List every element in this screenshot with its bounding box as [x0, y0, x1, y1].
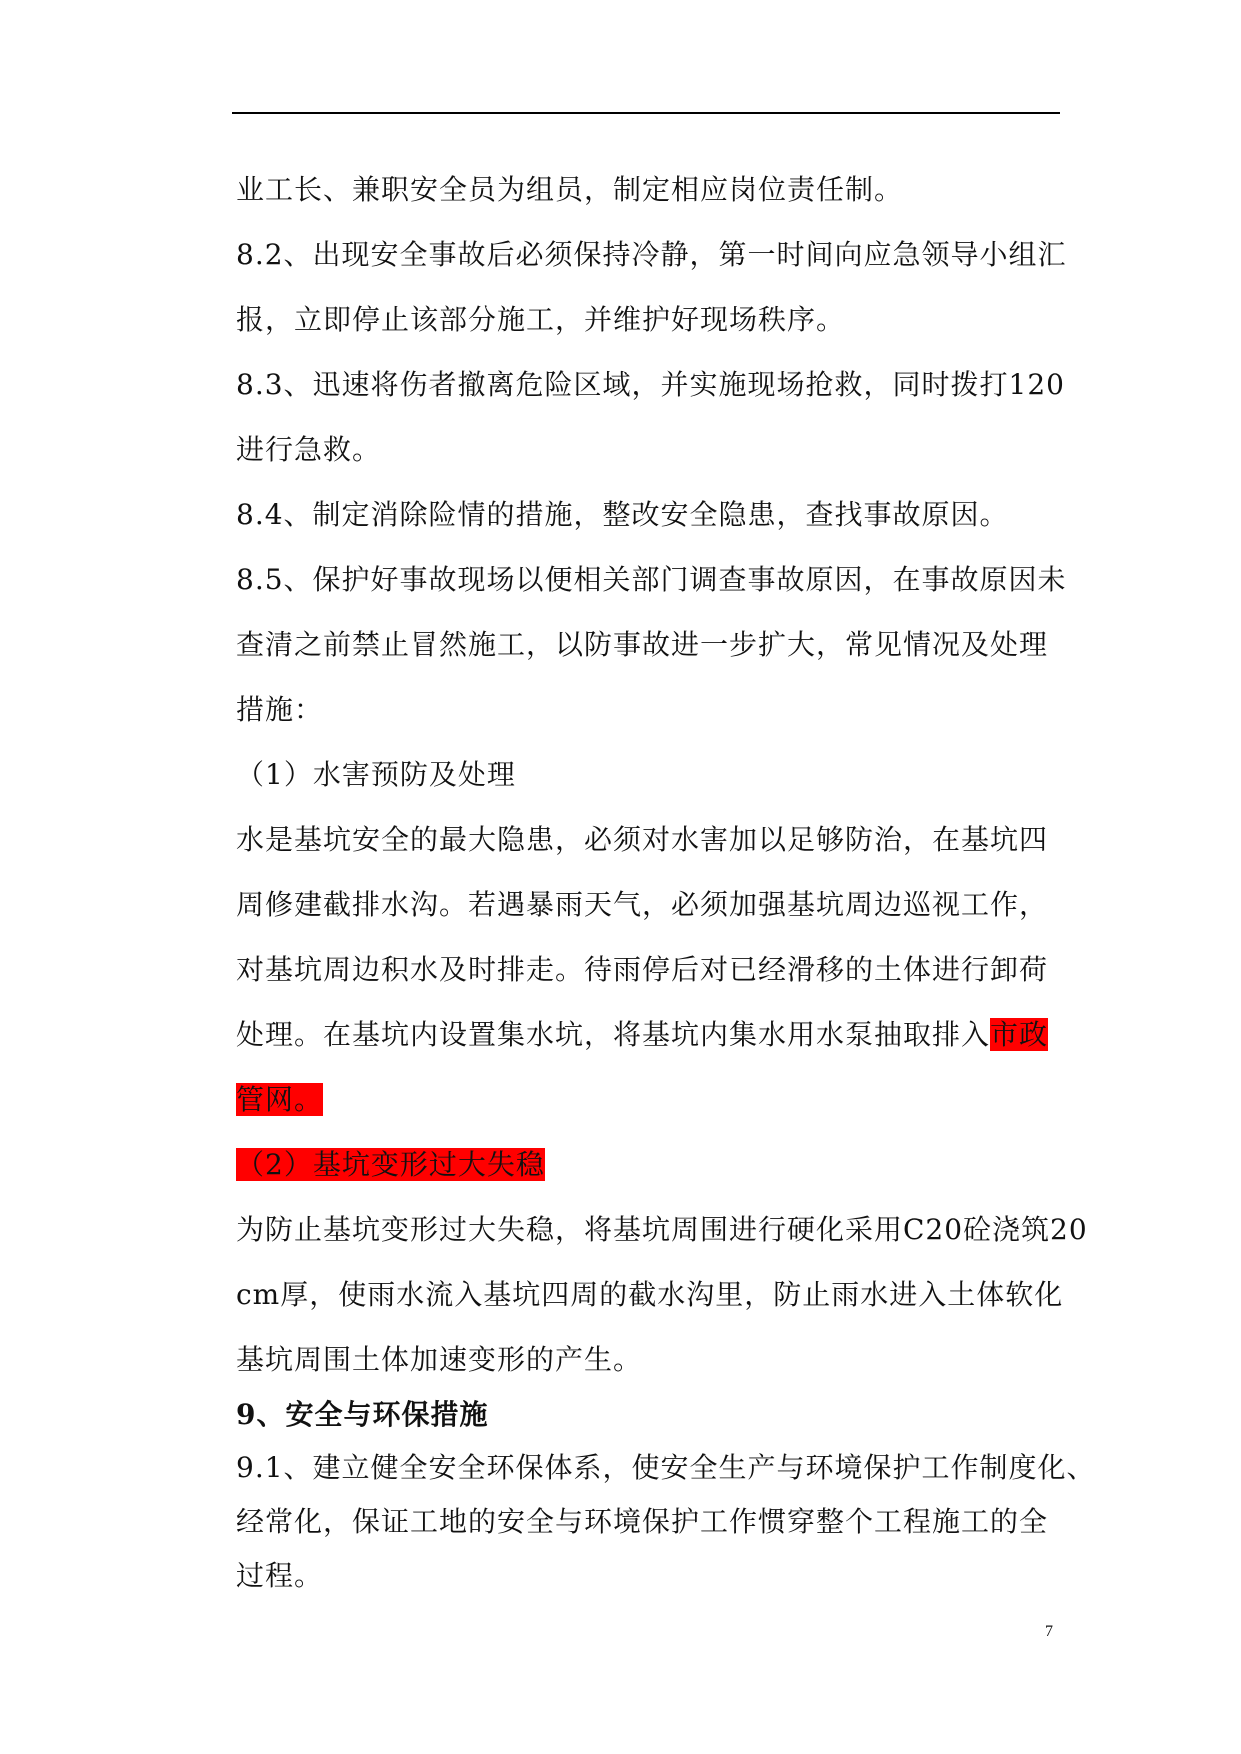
highlighted-subheading: （2）基坑变形过大失稳 [236, 1148, 545, 1181]
paragraph-line: 8.3、迅速将伤者撤离危险区域，并实施现场抢救，同时拨打120 [236, 368, 1065, 401]
header-rule [232, 112, 1060, 114]
paragraph-line: 周修建截排水沟。若遇暴雨天气，必须加强基坑周边巡视工作， [236, 888, 1049, 921]
paragraph-line: 报，立即停止该部分施工，并维护好现场秩序。 [236, 303, 846, 336]
paragraph-line: 基坑周围土体加速变形的产生。 [236, 1343, 643, 1376]
paragraph-line: 水是基坑安全的最大隐患，必须对水害加以足够防治，在基坑四 [236, 823, 1049, 856]
paragraph-line: 9.1、建立健全安全环保体系，使安全生产与环境保护工作制度化、 [236, 1451, 1096, 1484]
highlighted-text: 管网。 [236, 1083, 324, 1116]
paragraph-line: 查清之前禁止冒然施工，以防事故进一步扩大，常见情况及处理 [236, 628, 1049, 661]
paragraph-line: 对基坑周边积水及时排走。待雨停后对已经滑移的土体进行卸荷 [236, 953, 1049, 986]
subheading-deformation [236, 1145, 1066, 1185]
section-heading: 9、安全与环保措施 [236, 1398, 489, 1431]
paragraph-line [236, 1015, 1066, 1055]
paragraph-line: 8.2、出现安全事故后必须保持冷静，第一时间向应急领导小组汇 [236, 238, 1067, 271]
highlighted-text: 市政 [990, 1018, 1049, 1051]
paragraph-line: 经常化，保证工地的安全与环境保护工作惯穿整个工程施工的全 [236, 1505, 1049, 1538]
paragraph-line: 8.5、保护好事故现场以便相关部门调查事故原因，在事故原因未 [236, 563, 1067, 596]
subheading-water: （1）水害预防及处理 [236, 758, 516, 791]
page-number: 7 [1045, 1623, 1053, 1640]
line-text: 处理。在基坑内设置集水坑，将基坑内集水用水泵抽取排入 [236, 1018, 991, 1051]
paragraph-line: 进行急救。 [236, 433, 382, 466]
paragraph-line [236, 1080, 1066, 1120]
paragraph-line: 为防止基坑变形过大失稳，将基坑周围进行硬化采用C20砼浇筑20 [236, 1213, 1088, 1246]
paragraph-line: 8.4、制定消除险情的措施，整改安全隐患，查找事故原因。 [236, 498, 1009, 531]
paragraph-line: cm厚，使雨水流入基坑四周的截水沟里，防止雨水进入土体软化 [236, 1278, 1064, 1311]
paragraph-line: 措施： [236, 693, 324, 726]
paragraph-line: 业工长、兼职安全员为组员，制定相应岗位责任制。 [236, 173, 904, 206]
paragraph-line: 过程。 [236, 1559, 324, 1592]
